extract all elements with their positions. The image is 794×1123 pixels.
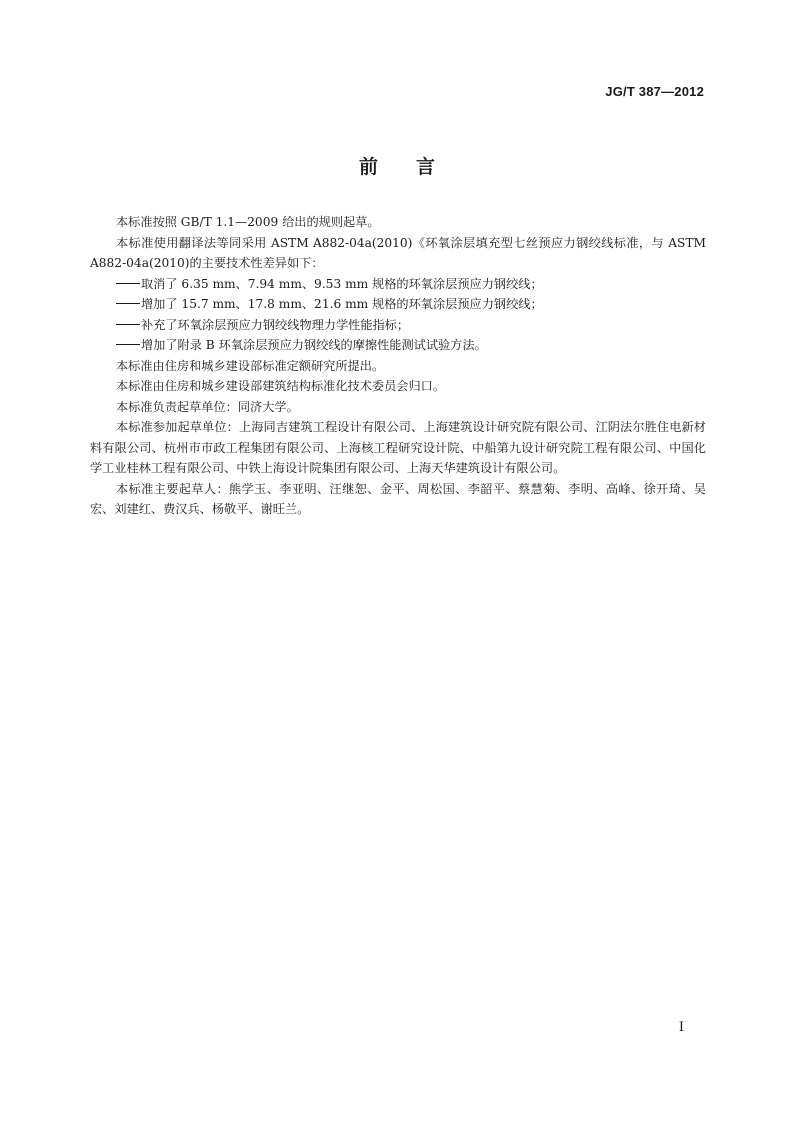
dash-icon (116, 344, 140, 345)
difference-text: 取消了 6.35 mm、7.94 mm、9.53 mm 规格的环氧涂层预应力钢绞线； (141, 276, 543, 291)
page-number: I (678, 1020, 684, 1035)
difference-text: 补充了环氧涂层预应力钢绞线物理力学性能指标； (141, 317, 410, 332)
paragraph-main-drafters: 本标准主要起草人：熊学玉、李亚明、汪继恕、金平、周松国、李韶平、蔡慧菊、李明、高峰、徐开琦、吴宏、刘建红、费汉兵、杨敬平、谢旺兰。 (90, 481, 706, 516)
dash-icon (116, 303, 140, 304)
foreword-body (90, 212, 706, 520)
paragraph-participants: 本标准参加起草单位：上海同吉建筑工程设计有限公司、上海建筑设计研究院有限公司、江阴法尔胜住电新材料有限公司、杭州市市政工程集团有限公司、上海核工程研究设计院、中船第九设计研究院工程有限公司、中国化学工业桂林工程有限公司、中铁上海设计院集团有限公司、上海天华建筑设计有限公司。 (90, 420, 706, 475)
dash-icon (116, 283, 140, 284)
difference-text: 增加了附录 B 环氧涂层预应力钢绞线的摩擦性能测试试验方法。 (141, 338, 487, 352)
paragraph-drafting-rules: 本标准按照 GB/T 1.1—2009 给出的规则起草。 (116, 215, 380, 229)
difference-text: 增加了 15.7 mm、17.8 mm、21.6 mm 规格的环氧涂层预应力钢绞线； (141, 297, 543, 311)
difference-item (90, 315, 706, 336)
paragraph-proposer: 本标准由住房和城乡建设部标准定额研究所提出。 (116, 358, 385, 373)
paragraph-lead-drafter: 本标准负责起草单位：同济大学。 (116, 399, 299, 414)
document-code: JG/T 387—2012 (605, 84, 704, 99)
difference-item (90, 294, 706, 315)
paragraph-adoption: 本标准使用翻译法等同采用 ASTM A882-04a(2010)《环氧涂层填充型七丝预应力钢绞线标准，与 ASTM A882-04a(2010)的主要技术性差异如下： (90, 235, 706, 270)
difference-item (90, 274, 706, 295)
paragraph-administrator: 本标准由住房和城乡建设部建筑结构标准化技术委员会归口。 (116, 379, 446, 393)
dash-icon (116, 324, 140, 325)
difference-item (90, 335, 706, 356)
page-title: 前言 (358, 156, 473, 178)
